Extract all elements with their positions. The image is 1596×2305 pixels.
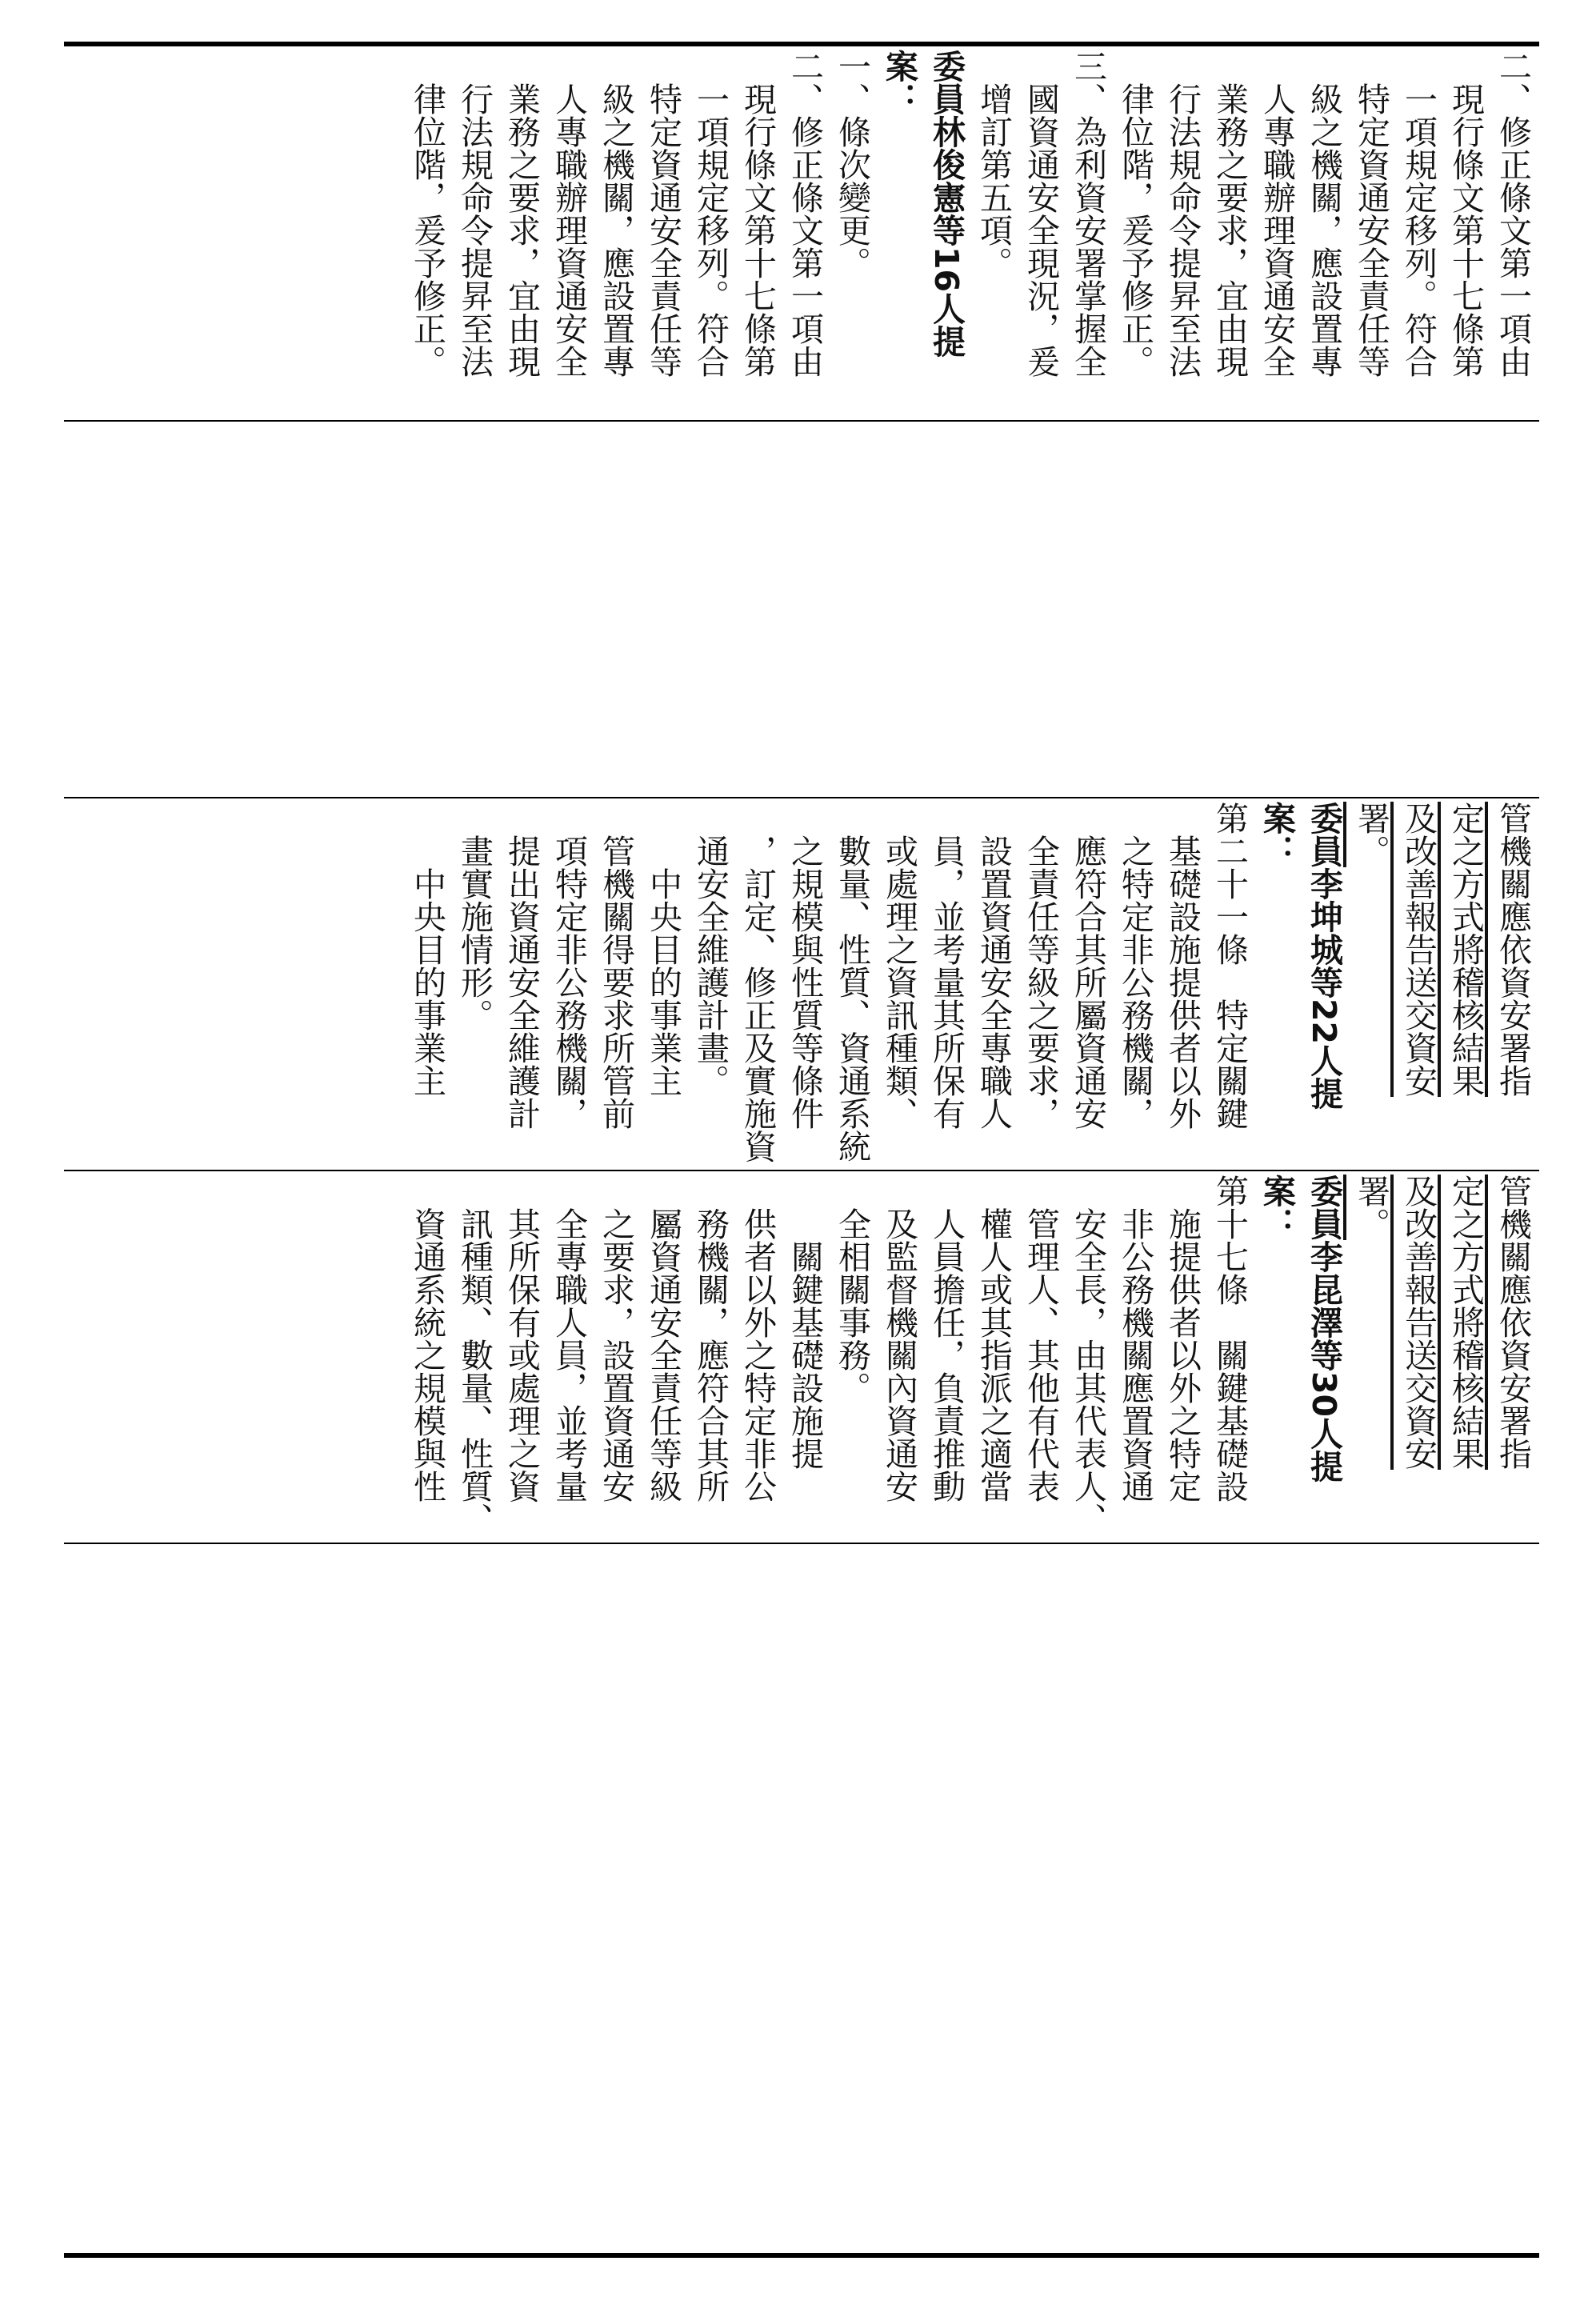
text-line: 一項規定移列。符合 [1399, 50, 1438, 378]
text-line: 署。 [1352, 1175, 1390, 1240]
row-divider-3 [64, 1170, 1539, 1171]
text-line: 中央目的事業主 [408, 802, 446, 1097]
text-line: 之規模與性質等條件 [786, 802, 824, 1130]
row-divider-4 [64, 1543, 1539, 1544]
draft-provision-text [403, 802, 1536, 1166]
text-line: 人專職辦理資通安全 [1258, 50, 1296, 378]
text-line: 項特定非公務機關， [550, 802, 588, 1130]
text-line: 定之方式將稽核結果 [1446, 802, 1485, 1097]
text-line: 委員李昆澤等30人提案： [1258, 1175, 1343, 1483]
text-line: 增訂第五項。 [974, 50, 1013, 279]
text-line: 訊種類、數量、性質、 [455, 1175, 494, 1535]
text-line: 員，並考量其所保有 [927, 802, 966, 1130]
text-line: 資通系統之規模與性 [408, 1175, 446, 1503]
text-line: 定之方式將稽核結果 [1446, 1175, 1485, 1470]
text-line: 三、為利資安署掌握全 [1069, 50, 1107, 378]
draft-provision-cell [72, 802, 1536, 1166]
text-line: 基礎設施提供者以外 [1163, 802, 1202, 1130]
text-line: 及改善報告送交資安 [1399, 1175, 1438, 1470]
explanation-text [403, 50, 1536, 416]
proposal-text [403, 1175, 1536, 1539]
text-line: 特定資通安全責任等 [644, 50, 682, 378]
row-divider-2 [64, 797, 1539, 798]
text-line: 現行條文第十七條第 [1446, 50, 1485, 378]
text-line: 署。 [1352, 802, 1390, 867]
text-line: 應符合其所屬資通安 [1069, 802, 1107, 1130]
text-line: 第二十一條 特定關鍵 [1210, 802, 1249, 1130]
text-line: 畫實施情形。 [455, 802, 494, 1031]
text-line: 權人或其指派之適當 [974, 1175, 1013, 1503]
text-line: 業務之要求，宜由現 [502, 50, 541, 378]
text-line: 屬資通安全責任等級 [644, 1175, 682, 1503]
text-line: 律位階，爰予修正。 [408, 50, 446, 378]
text-line: 管機關得要求所管前 [597, 802, 635, 1130]
text-line: 國資通安全現況，爰 [1022, 50, 1060, 378]
text-line: 管理人、其他有代表 [1022, 1175, 1060, 1503]
text-line: 全專職人員，並考量 [550, 1175, 588, 1503]
text-line: 關鍵基礎設施提 [786, 1175, 824, 1470]
text-line: 特定資通安全責任等 [1352, 50, 1390, 378]
text-line: 全責任等級之要求， [1022, 802, 1060, 1130]
explanation-cell [72, 50, 1536, 416]
text-line: 設置資通安全專職人 [974, 802, 1013, 1130]
text-line: 行法規命令提昇至法 [455, 50, 494, 378]
text-line: 及改善報告送交資安 [1399, 802, 1438, 1097]
text-line: 或處理之資訊種類、 [880, 802, 918, 1130]
text-line: 現行條文第十七條第 [738, 50, 777, 378]
text-line: 非公務機關應置資通 [1116, 1175, 1154, 1503]
text-line: 人專職辦理資通安全 [550, 50, 588, 378]
proposal-cell [72, 1175, 1536, 1539]
text-line: 二、修正條文第一項由 [786, 50, 824, 378]
text-line: ，訂定、修正及實施資 [738, 802, 777, 1163]
text-line: 管機關應依資安署指 [1494, 1175, 1532, 1470]
text-line: 數量、性質、資通系統 [833, 802, 871, 1163]
text-line: 施提供者以外之特定 [1163, 1175, 1202, 1503]
row-divider-1 [64, 420, 1539, 422]
text-line: 務機關，應符合其所 [691, 1175, 730, 1503]
text-line: 其所保有或處理之資 [502, 1175, 541, 1503]
text-line: 之要求，設置資通安 [597, 1175, 635, 1503]
text-line: 律位階，爰予修正。 [1116, 50, 1154, 378]
text-line: 之特定非公務機關， [1116, 802, 1154, 1130]
text-line: 供者以外之特定非公 [738, 1175, 777, 1503]
text-line: 二、修正條文第一項由 [1494, 50, 1532, 378]
text-line: 安全長，由其代表人、 [1069, 1175, 1107, 1535]
text-line: 第十七條 關鍵基礎設 [1210, 1175, 1249, 1503]
text-line: 級之機關，應設置專 [1305, 50, 1343, 378]
text-line: 人員擔任，負責推動 [927, 1175, 966, 1503]
text-line: 行法規命令提昇至法 [1163, 50, 1202, 378]
text-line: 及監督機關內資通安 [880, 1175, 918, 1503]
text-line: 委員林俊憲等16人提案： [880, 50, 966, 358]
text-line: 通安全維護計畫。 [691, 802, 730, 1097]
bottom-border [64, 2253, 1539, 2258]
text-line: 中央目的事業主 [644, 802, 682, 1097]
text-line: 一、條次變更。 [833, 50, 871, 279]
text-line: 提出資通安全維護計 [502, 802, 541, 1130]
text-line: 委員李坤城等22人提案： [1258, 802, 1343, 1110]
text-line: 業務之要求，宜由現 [1210, 50, 1249, 378]
text-line: 全相關事務。 [833, 1175, 871, 1404]
top-border [64, 42, 1539, 46]
text-line: 級之機關，應設置專 [597, 50, 635, 378]
text-line: 一項規定移列。符合 [691, 50, 730, 378]
text-line: 管機關應依資安署指 [1494, 802, 1532, 1097]
